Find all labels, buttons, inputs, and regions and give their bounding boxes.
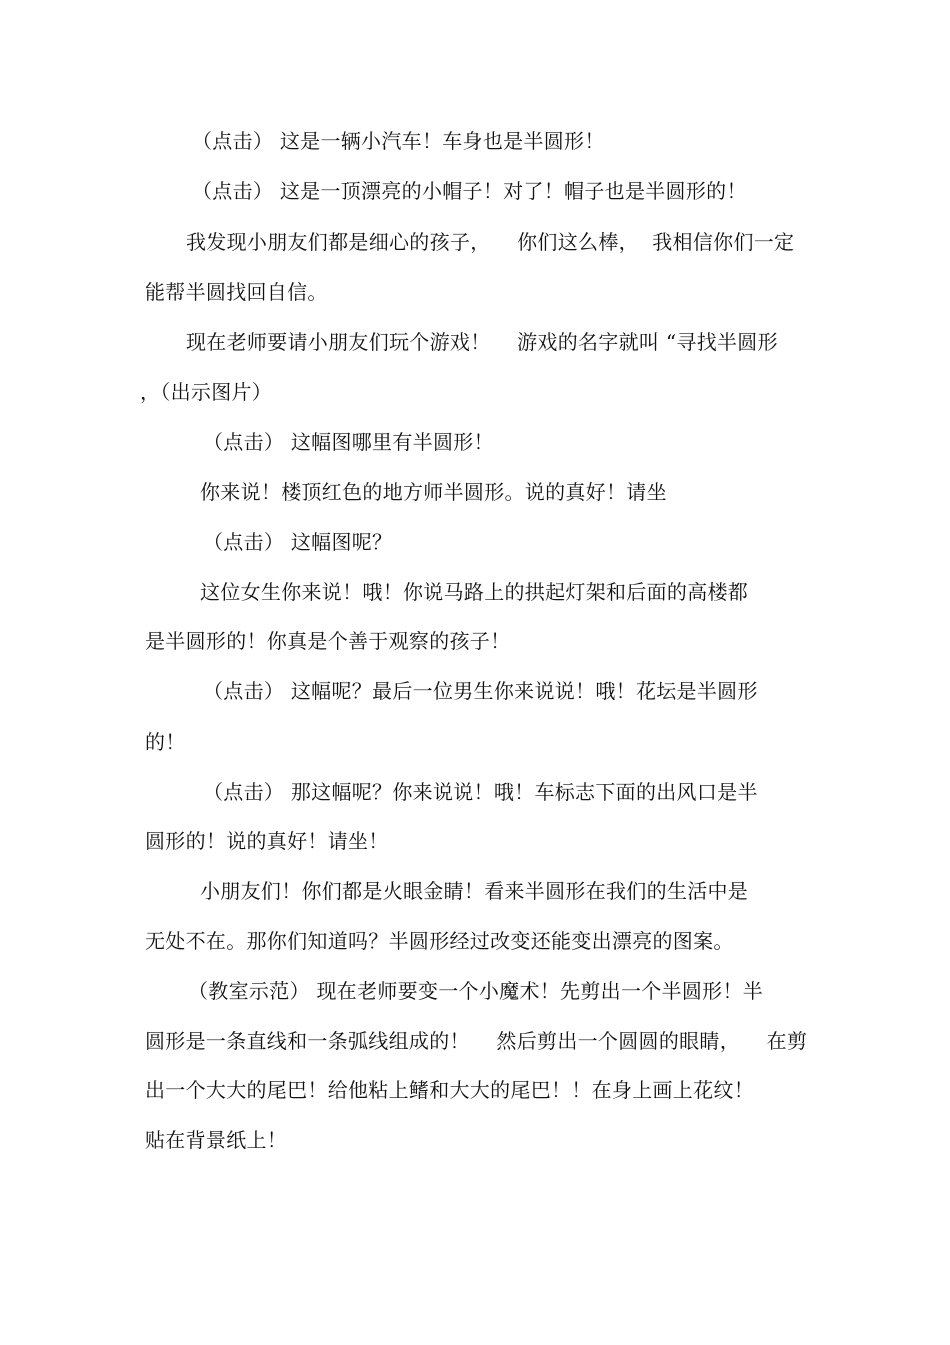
text-line-3: 我发现小朋友们都是细心的孩子， 你们这么棒， 我相信你们一定 [186, 230, 795, 254]
text-line-19: 圆形是一条直线和一条弧线组成的！ 然后剪出一个圆圆的眼睛， 在剪 [145, 1029, 808, 1053]
text-line-20: 出一个大大的尾巴！给他粘上鳍和大大的尾巴！！在身上画上花纹！ [145, 1078, 754, 1102]
text-line-8: 你来说！楼顶红色的地方师半圆形。说的真好！请坐 [200, 480, 667, 504]
text-line-15: 圆形的！说的真好！请坐！ [145, 829, 389, 853]
text-line-2: （点击） 这是一顶漂亮的小帽子！对了！帽子也是半圆形的！ [192, 179, 747, 203]
text-line-21: 贴在背景纸上！ [145, 1128, 288, 1152]
text-line-7: （点击） 这幅图哪里有半圆形！ [203, 430, 494, 454]
text-line-13: 的！ [145, 730, 186, 754]
text-line-17: 无处不在。那你们知道吗？半圆形经过改变还能变出漂亮的图案。 [145, 929, 734, 953]
text-line-14: （点击） 那这幅呢？你来说说！哦！车标志下面的出风口是半 [203, 780, 758, 804]
text-line-4: 能帮半圆找回自信。 [145, 280, 328, 304]
text-line-11: 是半圆形的！你真是个善于观察的孩子！ [145, 629, 511, 653]
text-line-10: 这位女生你来说！哦！你说马路上的拱起灯架和后面的高楼都 [200, 580, 749, 604]
text-line-16: 小朋友们！你们都是火眼金睛！看来半圆形在我们的生活中是 [200, 879, 749, 903]
text-line-6: ，（出示图片） [140, 380, 273, 404]
text-line-12: （点击） 这幅呢？最后一位男生你来说说！哦！花坛是半圆形 [203, 679, 758, 703]
text-line-18: （教室示范） 现在老师要变一个小魔术！先剪出一个半圆形！半 [188, 979, 764, 1003]
text-line-1: （点击） 这是一辆小汽车！车身也是半圆形！ [192, 129, 605, 153]
text-line-5: 现在老师要请小朋友们玩个游戏！ 游戏的名字就叫 “寻找半圆形 [186, 330, 778, 354]
text-line-9: （点击） 这幅图呢？ [203, 530, 393, 554]
